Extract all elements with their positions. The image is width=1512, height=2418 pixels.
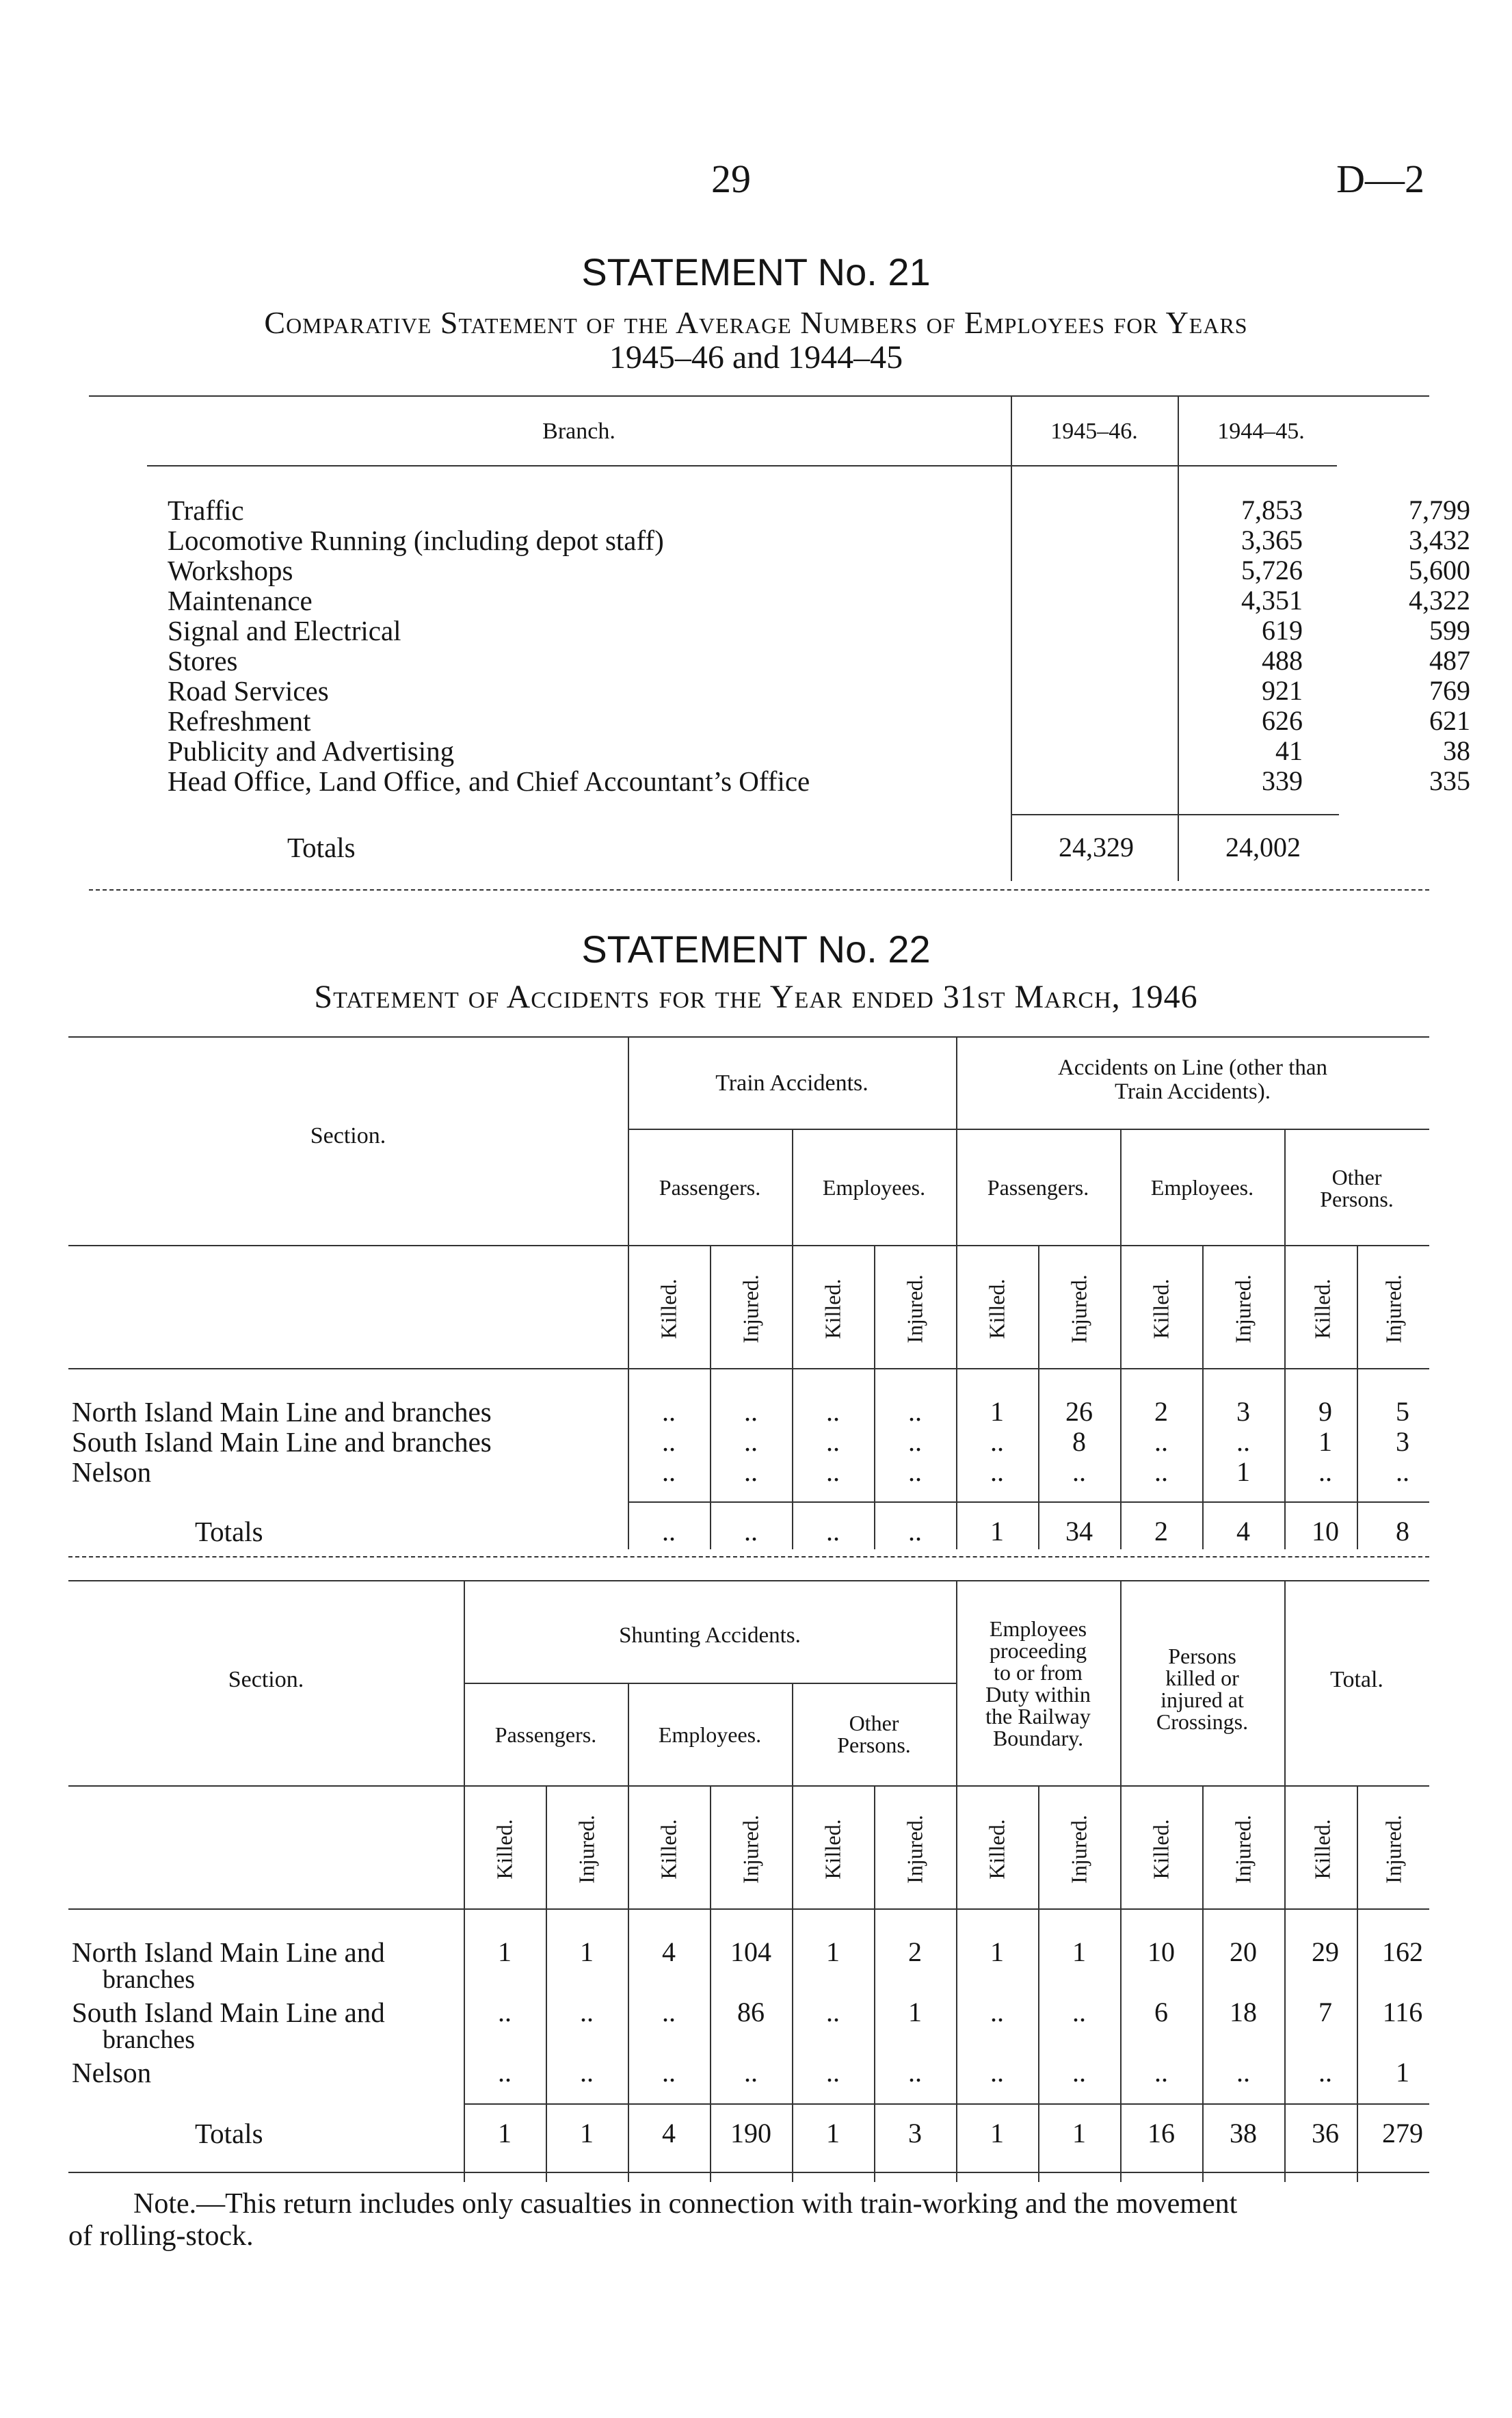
- statement-22-subtitle: Statement of Accidents for the Year ended 31st March, 1946: [314, 979, 1198, 1015]
- t2-row-south-1: South Island Main Line and: [72, 1997, 385, 2028]
- t1-killed-2: Killed.: [820, 1278, 845, 1339]
- t2-totals-label: Totals: [195, 2118, 263, 2149]
- table-cell: ..: [744, 1456, 758, 1487]
- table-cell: ..: [826, 1456, 840, 1487]
- total-cell: 3: [908, 2118, 922, 2148]
- table-cell: 1: [990, 1936, 1004, 1967]
- table-cell: 1: [1396, 2057, 1409, 2088]
- t1-killed-4: Killed.: [1148, 1278, 1173, 1339]
- table-cell: ..: [990, 1456, 1004, 1487]
- table-cell: 8: [1072, 1426, 1086, 1457]
- table-cell: 3: [1396, 1426, 1409, 1457]
- table-row: Locomotive Running (including depot staff) 3,365 3,432: [168, 525, 1470, 556]
- table-cell: 1: [1072, 1936, 1086, 1967]
- table-cell: ..: [908, 1426, 922, 1457]
- table-2-crossings-2: killed or: [1165, 1666, 1239, 1690]
- statement-21-rows: [168, 494, 1512, 795]
- total-cell: 1: [1072, 2118, 1086, 2148]
- table-1-section-header: Section.: [310, 1123, 386, 1148]
- table-cell: ..: [826, 2057, 840, 2088]
- table-cell: ..: [908, 2057, 922, 2088]
- col-1945-header: 1945–46.: [1050, 419, 1138, 444]
- statement-21-total-1945: 24,329: [1059, 832, 1134, 863]
- total-cell: 1: [990, 2118, 1004, 2148]
- t2-injured-4: Injured.: [1066, 1815, 1091, 1884]
- table-cell: 6: [1154, 1997, 1168, 2027]
- table-cell: 5: [1396, 1396, 1409, 1427]
- table-cell: 18: [1230, 1997, 1257, 2027]
- table-cell: ..: [580, 1997, 594, 2027]
- table-cell: ..: [580, 2057, 594, 2088]
- table-row: Stores 488 487: [168, 645, 1470, 676]
- table-1-line-employees: Employees.: [1150, 1175, 1254, 1200]
- t2-injured-6: Injured.: [1381, 1815, 1406, 1884]
- table-cell: ..: [1072, 1997, 1086, 2027]
- total-cell: 36: [1312, 2118, 1339, 2148]
- table-cell: 4: [662, 1936, 676, 1967]
- t1-injured-1: Injured.: [738, 1274, 763, 1343]
- table-1-train-passengers: Passengers.: [659, 1175, 761, 1200]
- table-cell: ..: [1318, 1456, 1332, 1487]
- table-cell: ..: [990, 1997, 1004, 2027]
- table-2-crossings-1: Persons: [1168, 1644, 1236, 1668]
- col-1944-header: 1944–45.: [1217, 419, 1305, 444]
- table-1-line-accidents-header-1: Accidents on Line (other than: [1057, 1055, 1328, 1080]
- total-cell: ..: [662, 1516, 676, 1547]
- t2-killed-4: Killed.: [984, 1819, 1009, 1880]
- table-2-crossings-4: Crossings.: [1156, 1709, 1249, 1734]
- t2-row-south-2: branches: [103, 2025, 196, 2054]
- statement-21-totals-label: Totals: [287, 832, 356, 863]
- total-cell: 10: [1312, 1516, 1339, 1547]
- total-cell: 1: [498, 2118, 512, 2148]
- t2-killed-3: Killed.: [820, 1819, 845, 1880]
- page-number: 29: [711, 157, 751, 201]
- table-cell: 29: [1312, 1936, 1339, 1967]
- table-cell: ..: [662, 1396, 676, 1427]
- table-cell: 26: [1065, 1396, 1093, 1427]
- table-cell: ..: [1154, 1456, 1168, 1487]
- table-1-line-passengers: Passengers.: [987, 1175, 1089, 1200]
- table-cell: 1: [990, 1396, 1004, 1427]
- table-cell: 7: [1318, 1997, 1332, 2027]
- t2-killed-2: Killed.: [656, 1819, 681, 1880]
- t2-killed-6: Killed.: [1310, 1819, 1335, 1880]
- table-cell: ..: [662, 1997, 676, 2027]
- total-cell: 1: [990, 1516, 1004, 1547]
- note-line-1: Note.—This return includes only casualties in connection with train-working and the movement: [133, 2188, 1238, 2220]
- statement-21-total-1944: 24,002: [1225, 832, 1301, 863]
- table-cell: ..: [826, 1426, 840, 1457]
- table-2-employees-duty-5: the Railway: [985, 1704, 1091, 1729]
- t2-row-north-1: North Island Main Line and: [72, 1936, 385, 1968]
- total-cell: 1: [580, 2118, 594, 2148]
- table-2-employees-duty-3: to or from: [994, 1660, 1083, 1685]
- t2-injured-1: Injured.: [574, 1815, 599, 1884]
- total-cell: 4: [1236, 1516, 1250, 1547]
- table-cell: 1: [1236, 1456, 1250, 1487]
- statement-21-subtitle-2: 1945–46 and 1944–45: [609, 339, 903, 376]
- t1-row-section-south: South Island Main Line and branches: [72, 1426, 492, 1458]
- table-1-train-accidents-header: Train Accidents.: [715, 1070, 868, 1096]
- table-cell: ..: [1396, 1456, 1409, 1487]
- table-cell: 9: [1318, 1396, 1332, 1427]
- total-cell: 34: [1065, 1516, 1093, 1547]
- total-cell: 1: [826, 2118, 840, 2148]
- table-cell: 1: [908, 1997, 922, 2027]
- t1-injured-2: Injured.: [902, 1274, 927, 1343]
- table-cell: ..: [744, 2057, 758, 2088]
- statement-22-title: STATEMENT No. 22: [581, 928, 931, 971]
- table-cell: 2: [1154, 1396, 1168, 1427]
- table-cell: ..: [1236, 1426, 1250, 1457]
- table-2-employees-duty-4: Duty within: [985, 1682, 1091, 1707]
- table-row: Refreshment 626 621: [168, 705, 1470, 737]
- table-1-train-employees: Employees.: [822, 1175, 926, 1200]
- table-cell: ..: [1072, 1456, 1086, 1487]
- table-row: Head Office, Land Office, and Chief Accountant’s Office 339 335: [168, 765, 1470, 797]
- statement-21-subtitle-1: Comparative Statement of the Average Numbers of Employees for Years: [264, 305, 1248, 340]
- table-cell: ..: [1318, 2057, 1332, 2088]
- t1-injured-3: Injured.: [1066, 1274, 1091, 1343]
- t1-killed-5: Killed.: [1310, 1278, 1335, 1339]
- table-cell: 86: [737, 1997, 765, 2027]
- table-cell: 104: [730, 1936, 771, 1967]
- table-cell: 162: [1382, 1936, 1423, 1967]
- table-cell: 116: [1382, 1997, 1423, 2027]
- note-line-2: of rolling-stock.: [68, 2220, 254, 2252]
- t1-totals-label: Totals: [195, 1516, 263, 1547]
- table-row: Road Services 921 769: [168, 675, 1470, 707]
- t1-injured-5: Injured.: [1381, 1274, 1406, 1343]
- table-cell: 20: [1230, 1936, 1257, 1967]
- table-cell: ..: [1072, 2057, 1086, 2088]
- table-cell: 1: [1318, 1426, 1332, 1457]
- t2-killed-1: Killed.: [492, 1819, 517, 1880]
- total-cell: 2: [1154, 1516, 1168, 1547]
- table-1-line-accidents-header-2: Train Accidents).: [1115, 1079, 1271, 1104]
- table-cell: ..: [498, 1997, 512, 2027]
- table-cell: 1: [498, 1936, 512, 1967]
- table-row: Signal and Electrical 619 599: [168, 615, 1470, 646]
- table-2-crossings-3: injured at: [1160, 1687, 1244, 1712]
- t1-killed-1: Killed.: [656, 1278, 681, 1339]
- table-2-section-header: Section.: [228, 1667, 304, 1692]
- table-cell: ..: [498, 2057, 512, 2088]
- table-cell: 10: [1148, 1936, 1175, 1967]
- page-reference: D—2: [1336, 157, 1424, 201]
- table-2-employees-duty-2: proceeding: [989, 1638, 1087, 1663]
- t2-row-north-2: branches: [103, 1965, 196, 1994]
- total-cell: 16: [1148, 2118, 1175, 2148]
- t2-injured-5: Injured.: [1230, 1815, 1256, 1884]
- t1-injured-4: Injured.: [1230, 1274, 1256, 1343]
- table-cell: ..: [1154, 2057, 1168, 2088]
- table-cell: ..: [744, 1426, 758, 1457]
- table-2-shunting-employees: Employees.: [658, 1722, 762, 1747]
- t1-row-section-nelson: Nelson: [72, 1456, 152, 1488]
- table-cell: ..: [990, 1426, 1004, 1457]
- total-cell: ..: [908, 1516, 922, 1547]
- table-1-other-persons-1: Other: [1331, 1165, 1382, 1190]
- total-cell: 38: [1230, 2118, 1257, 2148]
- table-cell: ..: [826, 1997, 840, 2027]
- total-cell: 190: [730, 2118, 771, 2148]
- table-cell: ..: [662, 1426, 676, 1457]
- total-cell: ..: [826, 1516, 840, 1547]
- table-cell: ..: [1154, 1426, 1168, 1457]
- total-cell: 279: [1382, 2118, 1423, 2148]
- table-2-shunting-passengers: Passengers.: [494, 1722, 597, 1747]
- table-2-shunting-other-1: Other: [849, 1711, 899, 1735]
- table-1-other-persons-2: Persons.: [1320, 1187, 1394, 1211]
- table-cell: ..: [908, 1396, 922, 1427]
- t1-killed-3: Killed.: [984, 1278, 1009, 1339]
- table-cell: ..: [662, 2057, 676, 2088]
- t2-injured-2: Injured.: [738, 1815, 763, 1884]
- table-cell: ..: [662, 1456, 676, 1487]
- t1-row-section-north: North Island Main Line and branches: [72, 1396, 492, 1428]
- table-cell: 3: [1236, 1396, 1250, 1427]
- total-cell: 8: [1396, 1516, 1409, 1547]
- table-row: Publicity and Advertising 41 38: [168, 735, 1470, 767]
- total-cell: ..: [744, 1516, 758, 1547]
- col-branch-header: Branch.: [542, 419, 615, 444]
- table-2-employees-duty-1: Employees: [989, 1616, 1087, 1641]
- table-cell: ..: [1236, 2057, 1250, 2088]
- table-2-employees-duty-6: Boundary.: [992, 1726, 1084, 1750]
- table-row: Traffic 7,853 7,799: [168, 495, 1470, 526]
- table-cell: ..: [744, 1396, 758, 1427]
- table-2-shunting-header: Shunting Accidents.: [619, 1623, 801, 1648]
- total-cell: 4: [662, 2118, 676, 2148]
- statement-21-title: STATEMENT No. 21: [581, 250, 931, 293]
- t2-injured-3: Injured.: [902, 1815, 927, 1884]
- table-cell: 1: [580, 1936, 594, 1967]
- table-2-shunting-other-2: Persons.: [837, 1733, 911, 1757]
- table-cell: 2: [908, 1936, 922, 1967]
- table-cell: ..: [908, 1456, 922, 1487]
- table-cell: ..: [826, 1396, 840, 1427]
- table-2-total-header: Total.: [1330, 1667, 1383, 1692]
- table-row: Maintenance 4,351 4,322: [168, 585, 1470, 616]
- table-row: Workshops 5,726 5,600: [168, 555, 1470, 586]
- table-cell: ..: [990, 2057, 1004, 2088]
- t2-row-nelson: Nelson: [72, 2057, 152, 2088]
- t2-killed-5: Killed.: [1148, 1819, 1173, 1880]
- table-cell: 1: [826, 1936, 840, 1967]
